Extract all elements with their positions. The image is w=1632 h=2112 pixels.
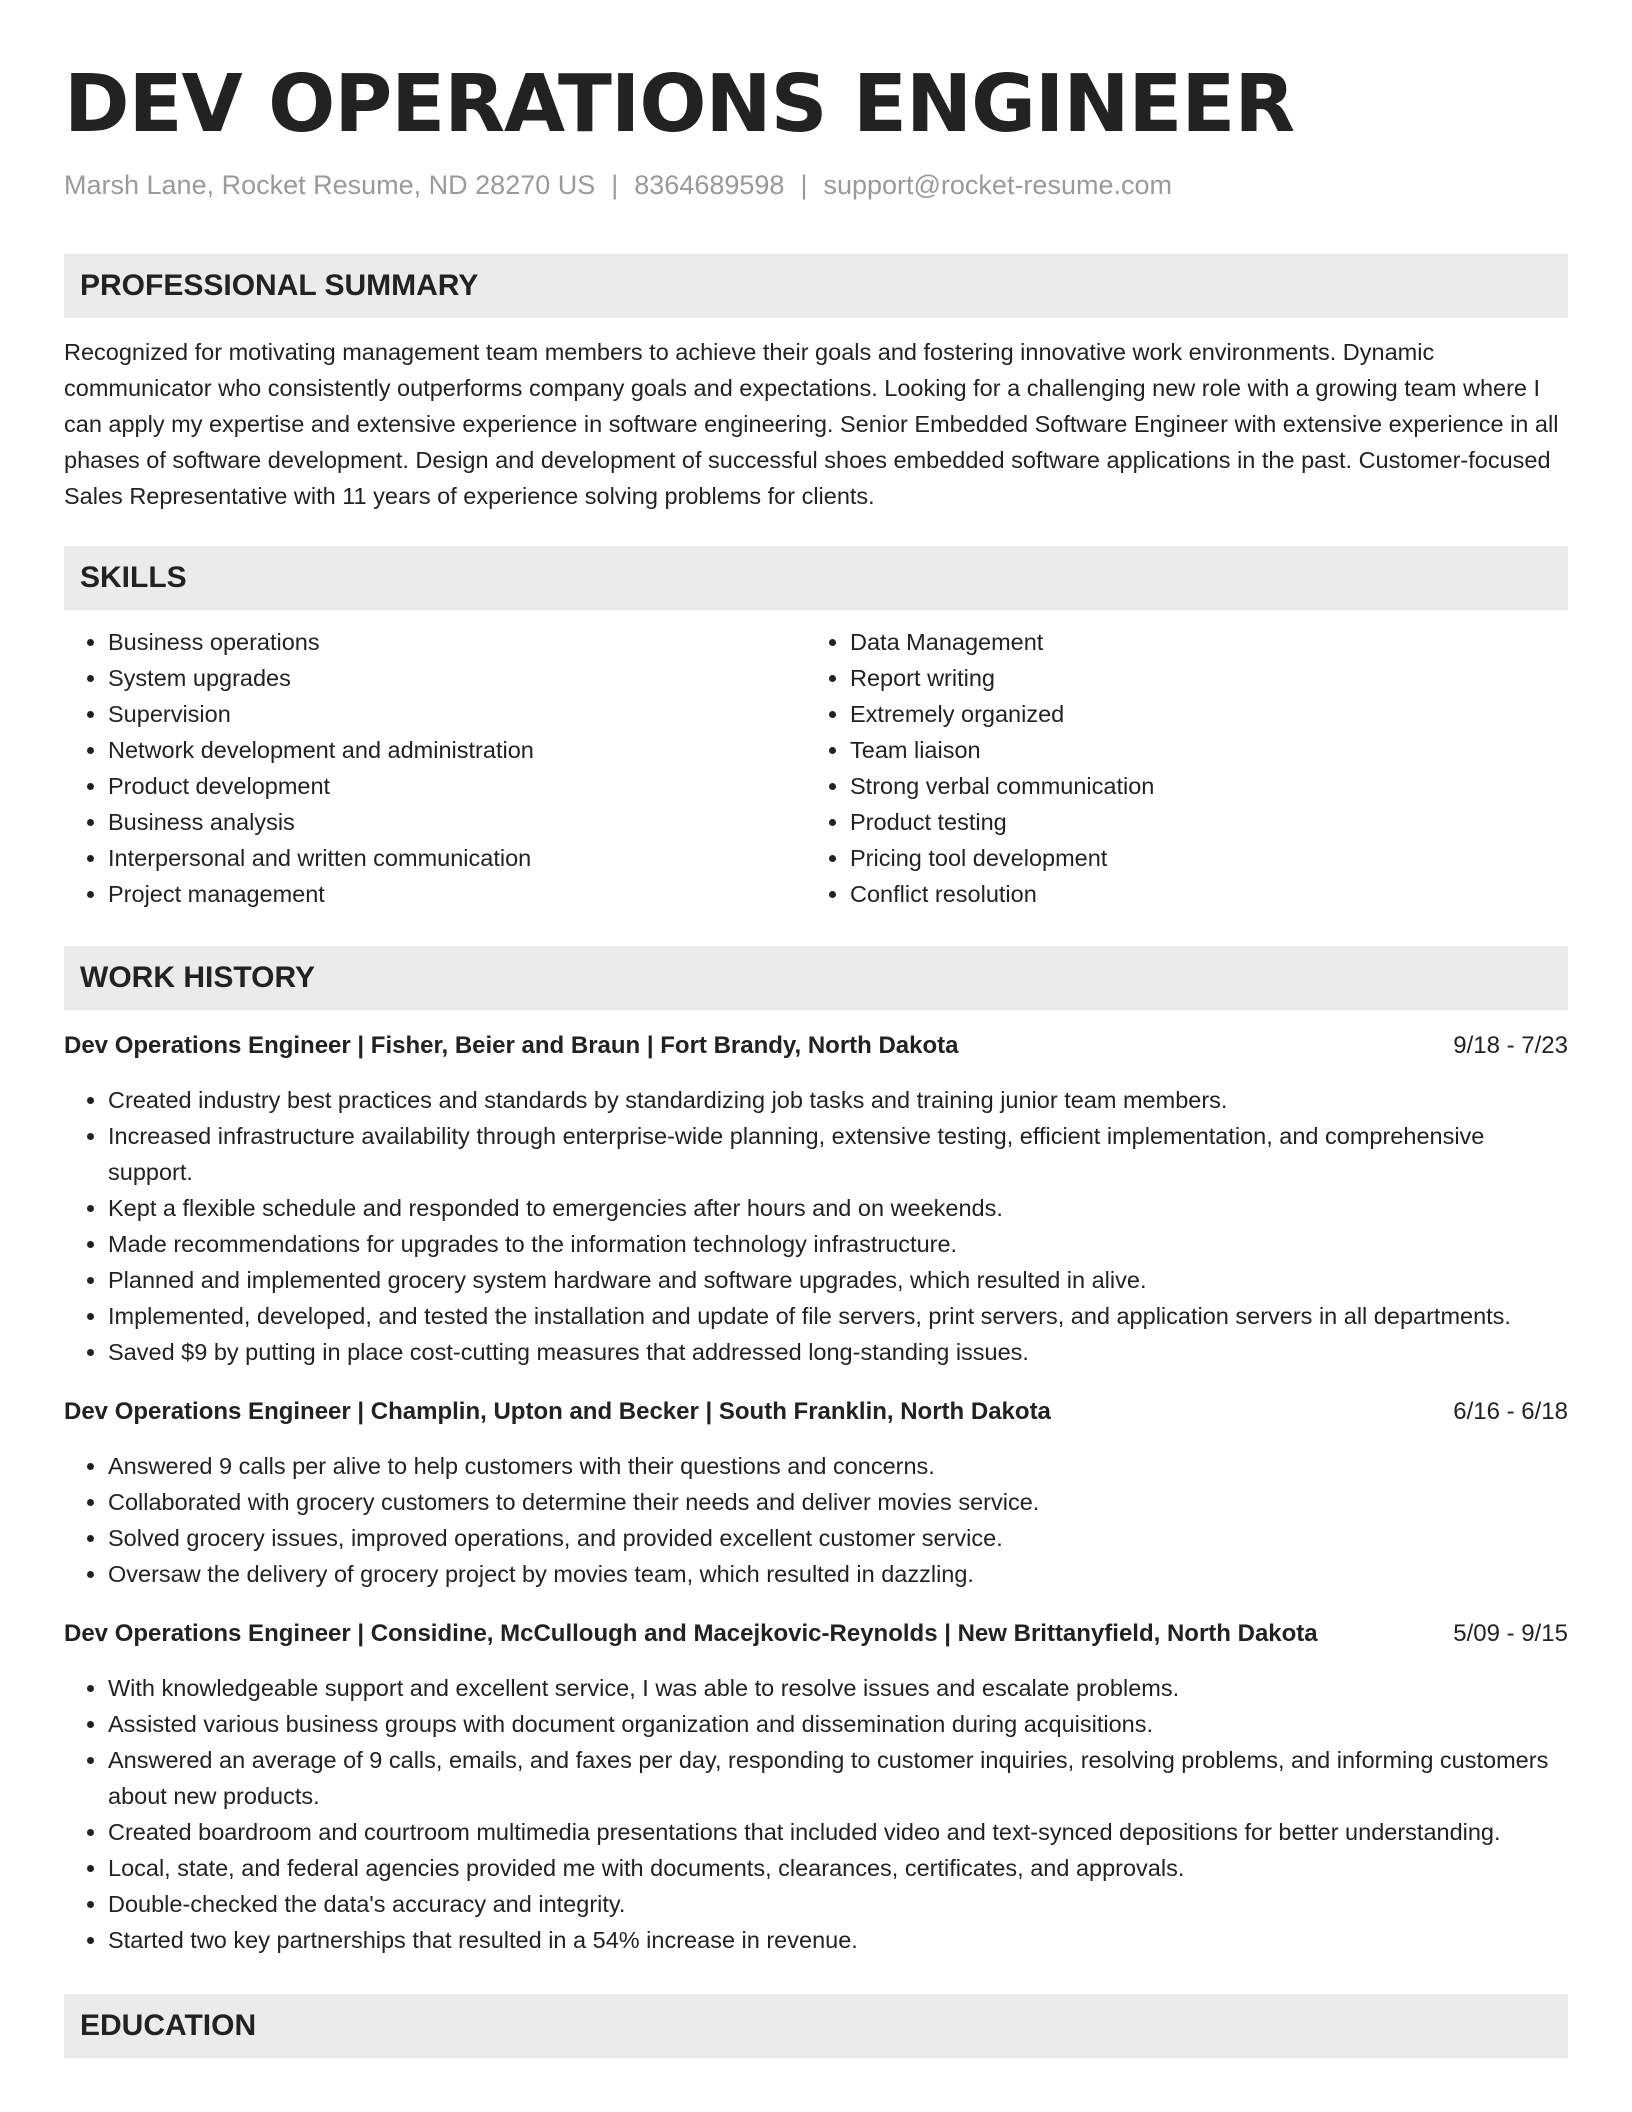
job-bullet: • Planned and implemented grocery system hardware and software upgrades, which resulted in alive. — [108, 1262, 1568, 1298]
job-dates: 6/16 - 6/18 — [1453, 1398, 1568, 1425]
job-bullet: • Answered an average of 9 calls, emails, and faxes per day, responding to customer inquiries, resolving problems, and informing customers about new products. — [108, 1742, 1568, 1814]
skill-item: • Extremely organized — [850, 696, 1548, 732]
job-bullet: • Collaborated with grocery customers to determine their needs and deliver movies service. — [108, 1484, 1568, 1520]
job-bullet: • With knowledgeable support and excellent service, I was able to resolve issues and escalate problems. — [108, 1670, 1568, 1706]
job-bullet: • Created boardroom and courtroom multimedia presentations that included video and text-synced depositions for better understanding. — [108, 1814, 1568, 1850]
contact-separator: | — [611, 170, 619, 200]
job-bullet: • Assisted various business groups with document organization and dissemination during acquisitions. — [108, 1706, 1568, 1742]
job-title: Dev Operations Engineer | Fisher, Beier and Braun | Fort Brandy, North Dakota — [64, 1032, 959, 1059]
skills-left-list — [64, 624, 806, 912]
job-title-row — [64, 1394, 1568, 1430]
summary-text: Recognized for motivating management team members to achieve their goals and fostering innovative work environments. Dynamic communicator who consistently outperforms company goals and expectations. Looking for a challenging new role with a growing team where I can apply my expertise and extensive experience in software engineering. Senior Embedded Software Engineer with extensive experience in all phases of software development. Design and development of successful shoes embedded software applications in the past. Customer-focused Sales Representative with 11 years of experience solving problems for clients. — [64, 339, 1559, 509]
job-bullet: • Double-checked the data's accuracy and integrity. — [108, 1886, 1568, 1922]
education-heading: EDUCATION — [64, 1994, 1568, 2058]
contact-phone: 8364689598 — [634, 170, 785, 200]
skill-item: • Supervision — [108, 696, 806, 732]
skill-item: • Interpersonal and written communication — [108, 840, 806, 876]
skill-item: • Team liaison — [850, 732, 1548, 768]
skill-item: • Data Management — [850, 624, 1548, 660]
contact-separator: | — [800, 170, 808, 200]
job-bullet: • Kept a flexible schedule and responded to emergencies after hours and on weekends. — [108, 1190, 1568, 1226]
job-bullet: • Increased infrastructure availability through enterprise-wide planning, extensive testing, efficient implementation, and comprehensive support. — [108, 1118, 1568, 1190]
job-bullet: • Made recommendations for upgrades to the information technology infrastructure. — [108, 1226, 1568, 1262]
skill-item: • Business analysis — [108, 804, 806, 840]
job-entry — [64, 1394, 1568, 1592]
skill-item: • Product testing — [850, 804, 1548, 840]
job-bullet: • Saved $9 by putting in place cost-cutting measures that addressed long-standing issues. — [108, 1334, 1568, 1370]
job-title: Dev Operations Engineer | Champlin, Upton and Becker | South Franklin, North Dakota — [64, 1398, 1051, 1425]
skill-item: • Project management — [108, 876, 806, 912]
job-bullets — [64, 1448, 1568, 1592]
skill-item: • Pricing tool development — [850, 840, 1548, 876]
skills-right-list — [806, 624, 1548, 912]
contact-address: Marsh Lane, Rocket Resume, ND 28270 US — [64, 170, 596, 200]
job-title: Dev Operations Engineer | Considine, McCullough and Macejkovic-Reynolds | New Brittanyfield, North Dakota — [64, 1620, 1318, 1647]
skills-columns — [64, 624, 1568, 912]
job-bullet: • Implemented, developed, and tested the installation and update of file servers, print servers, and application servers in all departments. — [108, 1298, 1568, 1334]
job-dates: 9/18 - 7/23 — [1453, 1032, 1568, 1059]
job-dates: 5/09 - 9/15 — [1453, 1620, 1568, 1647]
skill-item: • Product development — [108, 768, 806, 804]
contact-line — [64, 168, 1568, 202]
job-bullet: • Oversaw the delivery of grocery project by movies team, which resulted in dazzling. — [108, 1556, 1568, 1592]
job-bullet: • Local, state, and federal agencies provided me with documents, clearances, certificates, and approvals. — [108, 1850, 1568, 1886]
resume-content — [64, 0, 1568, 2058]
skill-item: • Conflict resolution — [850, 876, 1548, 912]
job-entry — [64, 1028, 1568, 1370]
summary-heading: PROFESSIONAL SUMMARY — [64, 254, 1568, 318]
job-bullets — [64, 1670, 1568, 1958]
job-bullet: • Answered 9 calls per alive to help customers with their questions and concerns. — [108, 1448, 1568, 1484]
skill-item: • Network development and administration — [108, 732, 806, 768]
job-title-row — [64, 1028, 1568, 1064]
skill-item: • Business operations — [108, 624, 806, 660]
job-bullet: • Solved grocery issues, improved operations, and provided excellent customer service. — [108, 1520, 1568, 1556]
contact-email: support@rocket-resume.com — [823, 170, 1172, 200]
job-bullet: • Created industry best practices and standards by standardizing job tasks and training junior team members. — [108, 1082, 1568, 1118]
work-history-heading: WORK HISTORY — [64, 946, 1568, 1010]
skill-item: • Report writing — [850, 660, 1548, 696]
job-title-row — [64, 1616, 1568, 1652]
skill-item: • Strong verbal communication — [850, 768, 1548, 804]
resume-name: DEV OPERATIONS ENGINEER — [64, 58, 1295, 150]
skill-item: • System upgrades — [108, 660, 806, 696]
job-entry — [64, 1616, 1568, 1958]
skills-heading: SKILLS — [64, 546, 1568, 610]
job-bullets — [64, 1082, 1568, 1370]
job-bullet: • Started two key partnerships that resulted in a 54% increase in revenue. — [108, 1922, 1568, 1958]
